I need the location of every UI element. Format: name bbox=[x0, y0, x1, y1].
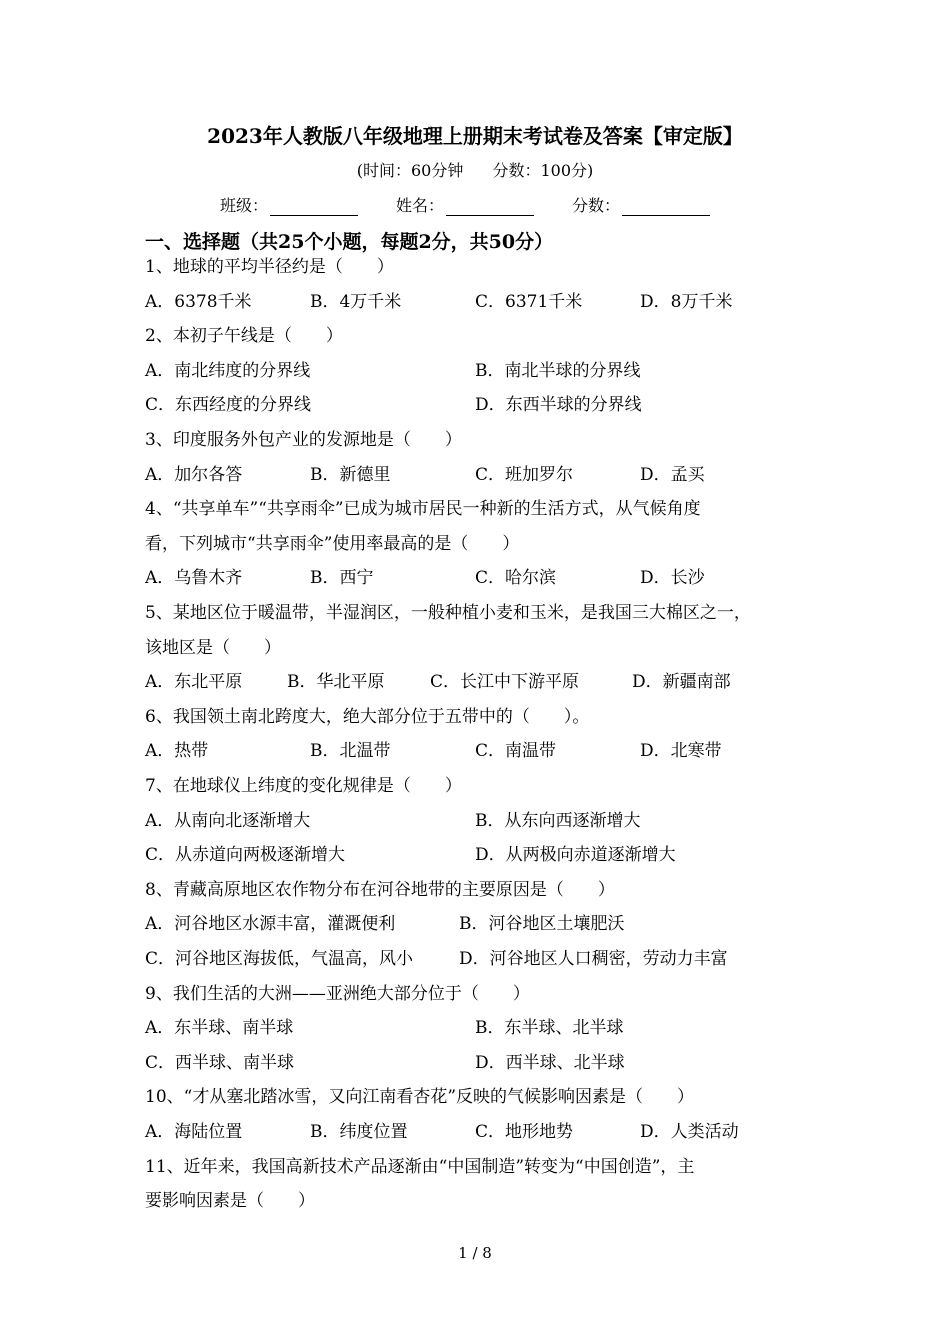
answer-option: C．6371千米 bbox=[475, 291, 583, 312]
page-title: 2023年人教版八年级地理上册期末考试卷及答案【审定版】 bbox=[207, 124, 743, 148]
answer-option: D．孟买 bbox=[640, 464, 705, 485]
answer-option: D．北寒带 bbox=[640, 741, 722, 762]
question-stem: 7、在地球仪上纬度的变化规律是（ ） bbox=[145, 776, 462, 796]
answer-option: A．加尔各答 bbox=[145, 464, 243, 485]
answer-option: A．海陆位置 bbox=[145, 1122, 243, 1142]
class-blank[interactable] bbox=[270, 197, 358, 216]
question-stem: 10、“才从塞北踏冰雪，又向江南看杏花”反映的气候影响因素是（ ） bbox=[145, 1087, 695, 1108]
answer-option: A．东北平原 bbox=[145, 672, 243, 693]
answer-option: B．新德里 bbox=[310, 464, 391, 485]
exam-subtitle bbox=[0, 158, 950, 181]
page-number: 1 / 8 bbox=[458, 1244, 492, 1262]
score-info: 分数：100分) bbox=[492, 161, 594, 180]
answer-option: A．热带 bbox=[145, 741, 209, 762]
answer-option: B．西宁 bbox=[310, 568, 374, 589]
answer-option: A．从南向北逐渐增大 bbox=[145, 810, 311, 831]
answer-option: C．东西经度的分界线 bbox=[145, 395, 312, 416]
answer-option: B．4万千米 bbox=[310, 291, 402, 312]
answer-option: D．从两极向赤道逐渐增大 bbox=[475, 845, 676, 866]
score-label: 分数： bbox=[572, 196, 621, 215]
answer-option: A．河谷地区水源丰富，灌溉便利 bbox=[145, 914, 396, 935]
question-stem: 3、印度服务外包产业的发源地是（ ） bbox=[145, 430, 462, 450]
class-label: 班级： bbox=[220, 196, 269, 215]
answer-option: D．新疆南部 bbox=[632, 672, 731, 693]
score-field bbox=[572, 193, 710, 216]
answer-option: A．乌鲁木齐 bbox=[145, 568, 243, 589]
time-info: (时间：60分钟 bbox=[356, 161, 464, 180]
name-blank[interactable] bbox=[446, 197, 534, 216]
answer-option: C．哈尔滨 bbox=[475, 568, 557, 589]
question-stem: 11、近年来，我国高新技术产品逐渐由“中国制造”转变为“中国创造”，主 bbox=[145, 1156, 695, 1177]
answer-option: A．南北纬度的分界线 bbox=[145, 360, 311, 381]
answer-option: C．班加罗尔 bbox=[475, 464, 574, 485]
section-title: 一、选择题（共25个小题，每题2分，共50分） bbox=[145, 231, 554, 253]
answer-option: C．河谷地区海拔低，气温高，风小 bbox=[145, 949, 414, 969]
answer-option: C．南温带 bbox=[475, 741, 557, 762]
answer-option: D．东西半球的分界线 bbox=[475, 395, 642, 416]
score-blank[interactable] bbox=[622, 197, 710, 216]
answer-option: B．从东向西逐渐增大 bbox=[475, 810, 641, 831]
question-stem: 9、我们生活的大洲——亚洲绝大部分位于（ ） bbox=[145, 983, 530, 1004]
name-label: 姓名： bbox=[396, 196, 445, 215]
question-stem: 要影响因素是（ ） bbox=[145, 1191, 315, 1212]
answer-option: C．长江中下游平原 bbox=[430, 672, 580, 693]
answer-option: C．西半球、南半球 bbox=[145, 1052, 295, 1073]
answer-option: C．地形地势 bbox=[475, 1122, 574, 1142]
question-stem: 1、地球的平均半径约是（ ） bbox=[145, 257, 394, 277]
answer-option: B．河谷地区土壤肥沃 bbox=[459, 914, 625, 935]
answer-option: A．东半球、南半球 bbox=[145, 1018, 294, 1039]
answer-option: D．长沙 bbox=[640, 568, 705, 589]
name-field bbox=[396, 193, 534, 216]
question-stem: 该地区是（ ） bbox=[145, 637, 281, 658]
answer-option: C．从赤道向两极逐渐增大 bbox=[145, 845, 346, 866]
question-stem: 2、本初子午线是（ ） bbox=[145, 326, 343, 347]
student-info-row bbox=[220, 193, 748, 216]
question-stem: 5、某地区位于暖温带，半湿润区，一般种植小麦和玉米，是我国三大棉区之一， bbox=[145, 603, 751, 623]
class-field bbox=[220, 193, 358, 216]
question-stem: 4、“共享单车”“共享雨伞”已成为城市居民一种新的生活方式，从气候角度 bbox=[145, 499, 701, 520]
answer-option: D．西半球、北半球 bbox=[475, 1052, 625, 1073]
answer-option: A．6378千米 bbox=[145, 291, 252, 312]
answer-option: B．南北半球的分界线 bbox=[475, 360, 641, 381]
answer-option: D．8万千米 bbox=[640, 291, 733, 312]
answer-option: B．北温带 bbox=[310, 741, 391, 762]
answer-option: B．东半球、北半球 bbox=[475, 1018, 624, 1039]
answer-option: B．华北平原 bbox=[287, 672, 385, 693]
answer-option: B．纬度位置 bbox=[310, 1122, 408, 1142]
question-stem: 8、青藏高原地区农作物分布在河谷地带的主要原因是（ ） bbox=[145, 879, 615, 900]
question-stem: 6、我国领土南北跨度大，绝大部分位于五带中的（ ）。 bbox=[145, 706, 590, 727]
question-stem: 看，下列城市“共享雨伞”使用率最高的是（ ） bbox=[145, 533, 520, 554]
answer-option: D．河谷地区人口稠密，劳动力丰富 bbox=[459, 949, 728, 969]
answer-option: D．人类活动 bbox=[640, 1122, 739, 1142]
